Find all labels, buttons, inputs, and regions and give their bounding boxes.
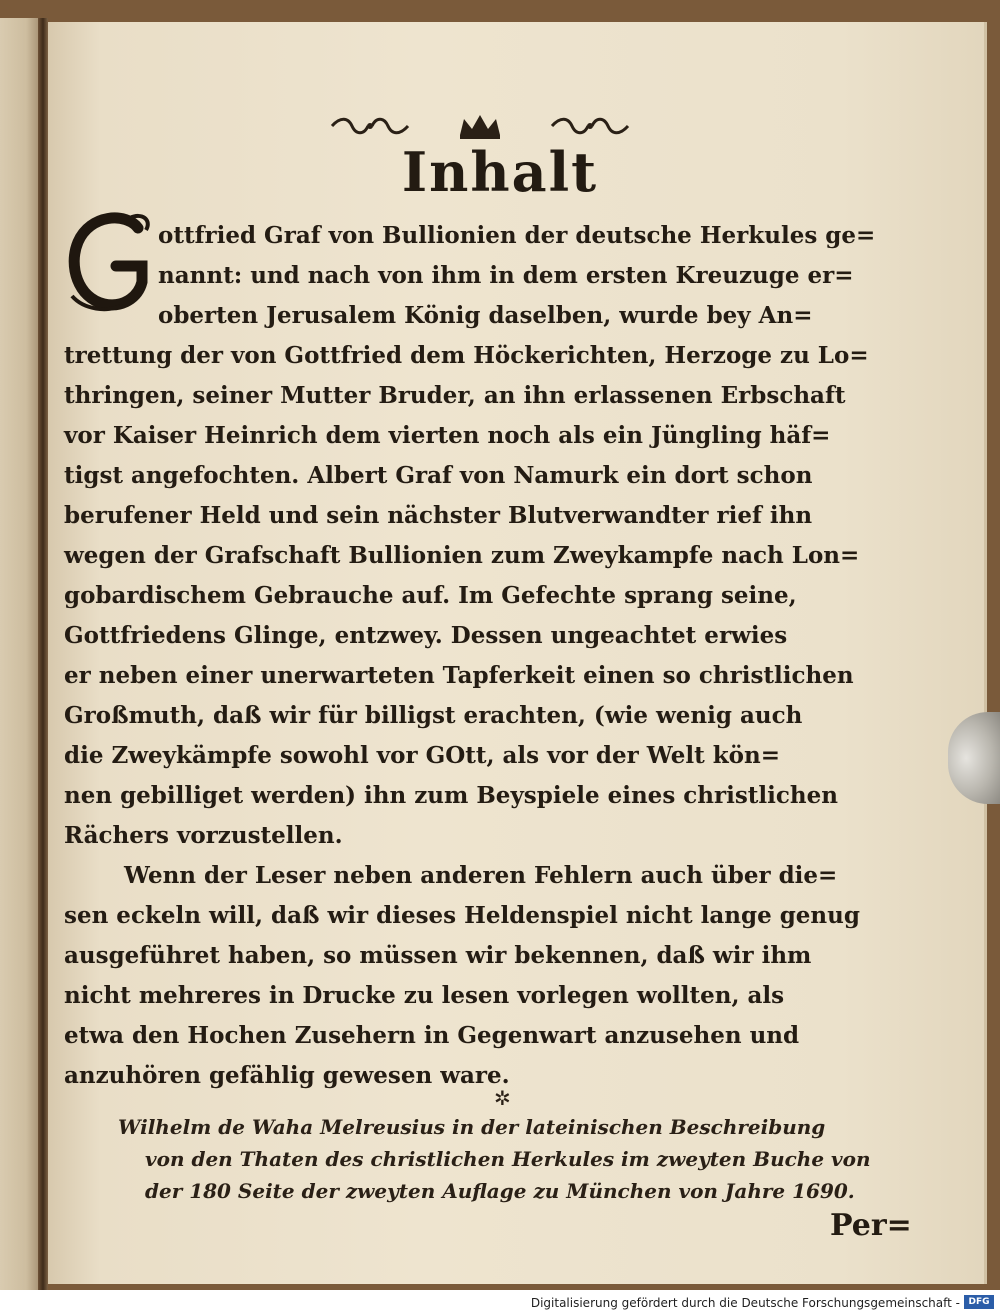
footnote-marker: ✲ — [494, 1086, 511, 1110]
text-line: Gottfriedens Glinge, entzwey. Dessen ungeachtet erwies — [64, 622, 788, 649]
text-line: die Zweykämpfe sowohl vor GOtt, als vor der Welt kön= — [64, 742, 780, 769]
text-line: ottfried Graf von Bullionien der deutsche Herkules ge= — [158, 222, 876, 249]
text-line: nannt: und nach von ihm in dem ersten Kreuzuge er= — [158, 262, 854, 289]
text-line: sen eckeln will, daß wir dieses Heldenspiel nicht lange genug — [64, 902, 860, 929]
text-line: Rächers vorzustellen. — [64, 822, 343, 849]
digitization-credit: Digitalisierung gefördert durch die Deutsche Forschungsgemeinschaft - — [530, 1296, 960, 1310]
footnote-line: Wilhelm de Waha Melreusius in der lateinischen Beschreibung — [118, 1115, 826, 1139]
text-line: ausgeführet haben, so müssen wir bekennen, daß wir ihm — [64, 942, 812, 969]
dfg-logo: DFG — [964, 1295, 994, 1309]
text-line: Großmuth, daß wir für billigst erachten, (wie wenig auch — [64, 702, 803, 729]
text-line: berufener Held und sein nächster Blutverwandter rief ihn — [64, 502, 813, 529]
catchword: Per= — [830, 1208, 912, 1243]
text-line: wegen der Grafschaft Bullionien zum Zweykampfe nach Lon= — [64, 542, 860, 569]
text-line: Wenn der Leser neben anderen Fehlern auch über die= — [124, 862, 838, 889]
ornament-scroll-left-icon — [330, 115, 410, 137]
footnote-line: der 180 Seite der zweyten Auflage zu München von Jahre 1690. — [145, 1179, 855, 1203]
text-line: nicht mehreres in Drucke zu lesen vorlegen wollten, als — [64, 982, 785, 1009]
text-line: tigst angefochten. Albert Graf von Namurk ein dort schon — [64, 462, 813, 489]
text-line: anzuhören gefählig gewesen ware. — [64, 1062, 510, 1089]
drop-cap-g-icon — [60, 206, 160, 316]
text-line: etwa den Hochen Zusehern in Gegenwart anzusehen und — [64, 1022, 800, 1049]
book-gutter — [38, 18, 48, 1290]
page-title: Inhalt — [401, 140, 599, 204]
text-line: er neben einer unerwarteten Tapferkeit einen so christlichen — [64, 662, 854, 689]
text-line: nen gebilliget werden) ihn zum Beyspiele eines christlichen — [64, 782, 838, 809]
text-line: thringen, seiner Mutter Bruder, an ihn erlassenen Erbschaft — [64, 382, 846, 409]
ornament-crown-icon — [456, 111, 504, 141]
text-line: vor Kaiser Heinrich dem vierten noch als ein Jüngling häf= — [64, 422, 831, 449]
text-line: trettung der von Gottfried dem Höckerichten, Herzoge zu Lo= — [64, 342, 869, 369]
text-line: gobardischem Gebrauche auf. Im Gefechte sprang seine, — [64, 582, 797, 609]
footnote-line: von den Thaten des christlichen Herkules im zweyten Buche von — [145, 1147, 871, 1171]
text-line: oberten Jerusalem König daselben, wurde bey An= — [158, 302, 813, 329]
ornament-scroll-right-icon — [550, 115, 630, 137]
header-ornament — [330, 108, 630, 144]
